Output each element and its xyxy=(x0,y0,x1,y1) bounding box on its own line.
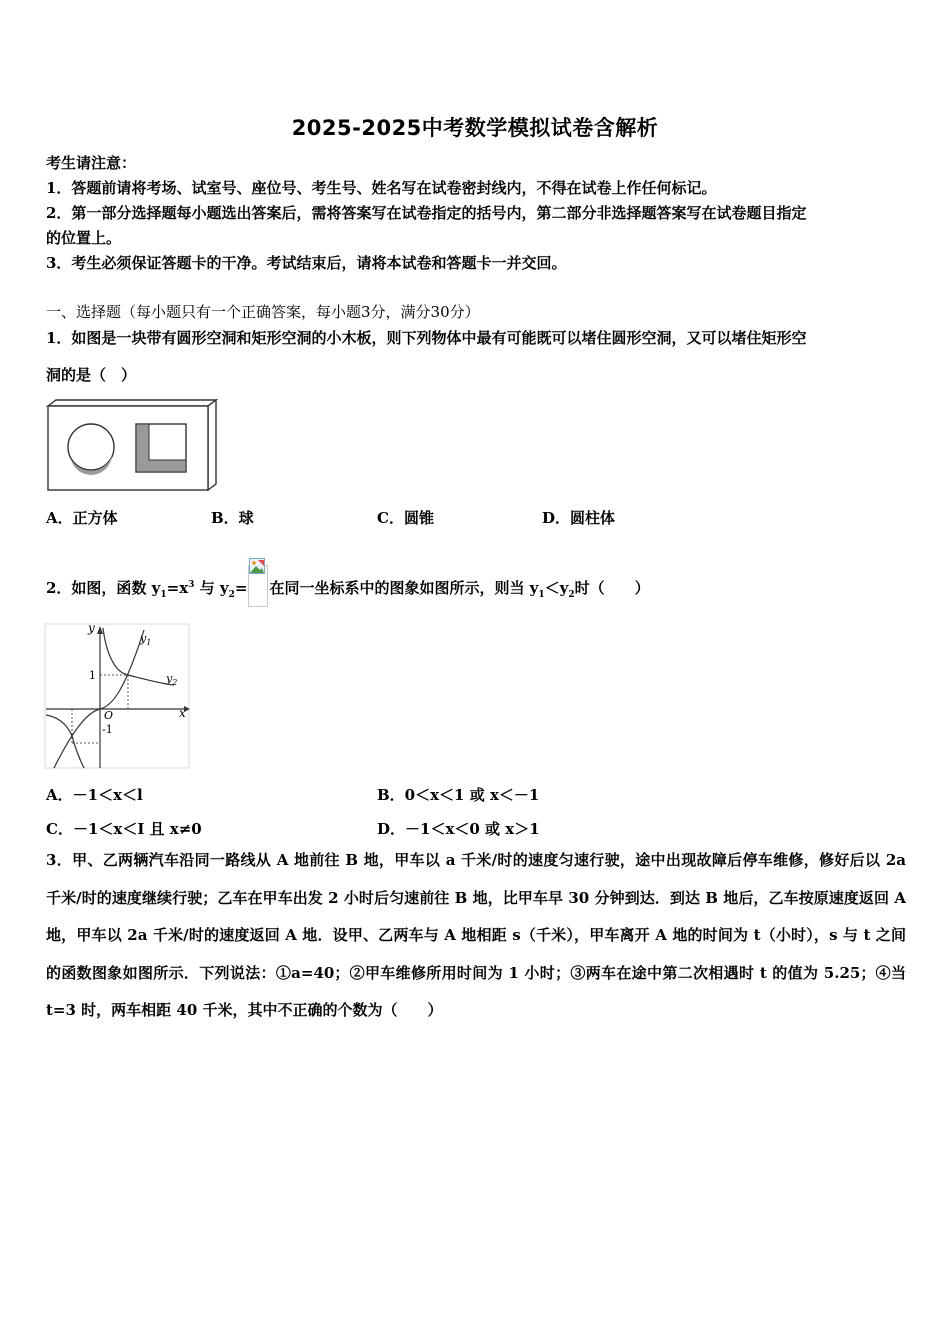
tick-label-neg1: -1 xyxy=(102,723,113,736)
q2-option-c[interactable]: C．－1＜x＜I 且 x≠0 xyxy=(46,820,202,838)
notice-item-1: 1．答题前请将考场、试室号、座位号、考生号、姓名写在试卷密封线内，不得在试卷上作任何标记。 xyxy=(46,179,717,197)
q1-option-b[interactable]: B．球 xyxy=(211,509,254,527)
board-side-face xyxy=(208,400,216,490)
broken-image-icon xyxy=(248,565,268,607)
curve-y1 xyxy=(54,630,144,768)
q1-option-d[interactable]: D．圆柱体 xyxy=(542,509,616,527)
notice-heading: 考生请注意： xyxy=(46,154,137,172)
curve-y2-right xyxy=(103,628,174,685)
q1-option-c[interactable]: C．圆锥 xyxy=(377,509,434,527)
q1-option-a[interactable]: A．正方体 xyxy=(46,509,118,527)
page-title: 2025-2025中考数学模拟试卷含解析 xyxy=(291,116,659,140)
tick-label-1: 1 xyxy=(89,669,96,682)
origin-label: O xyxy=(104,709,114,722)
q2-option-d[interactable]: D．－1＜x＜0 或 x＞1 xyxy=(377,820,540,838)
curve-y2-left xyxy=(46,715,84,768)
q1-text-line2: 洞的是（ ） xyxy=(46,366,137,384)
curve-y2-label: $y_2$ xyxy=(166,672,178,687)
section-heading: 一、选择题（每小题只有一个正确答案，每小题3分，满分30分） xyxy=(46,303,480,321)
board-with-holes-figure xyxy=(46,398,218,494)
q2-option-a[interactable]: A．－1＜x＜l xyxy=(46,786,143,804)
q3-text: 3．甲、乙两辆汽车沿同一路线从 A 地前往 B 地，甲车以 a 千米/时的速度匀速行驶，途中出现故障后停车维修，修好后以 2a 千米/时的速度继续行驶；乙车在甲车出发 2 小时后匀速前往 B 地，比甲车早 30 分钟到达．到达 B 地后，乙车按原速度返回 A 地，甲车以 2a 千米/时的速度返回 A 地．设甲、乙两车与 A 地相距 s（千米），甲车离开 A 地的时间为 t（小时），s 与 t 之间的函数图象如图所示．下列说法：①a=40；②甲车维修所用时间为 1 小时；③两车在途中第二次相遇时 t 的值为 5.25；④当 t=3 时，两车相距 40 千米，其中不正确的个数为（ ） xyxy=(46,851,906,1019)
y-axis-label: y xyxy=(88,622,95,635)
notice-item-2-cont: 的位置上。 xyxy=(46,229,122,247)
q1-text-line1: 1．如图是一块带有圆形空洞和矩形空洞的小木板，则下列物体中最有可能既可以堵住圆形空洞，又可以堵住矩形空 xyxy=(46,329,807,347)
notice-item-2: 2．第一部分选择题每小题选出答案后，需将答案写在试卷指定的括号内，第二部分非选择题答案写在试卷题目指定 xyxy=(46,204,807,222)
q2-option-b[interactable]: B．0＜x＜1 或 x＜－1 xyxy=(377,786,540,804)
board-top-face xyxy=(48,400,216,406)
x-axis-label: x xyxy=(179,706,186,720)
circle-hole xyxy=(68,424,114,470)
curve-y1-label: $y_1$ xyxy=(140,632,152,647)
function-graph-figure xyxy=(44,622,192,770)
notice-item-3: 3．考生必须保证答题卡的干净。考试结束后，请将本试卷和答题卡一并交回。 xyxy=(46,254,567,272)
q2-text: 2．如图，函数 $y_1=x^3$ 与 $y_2=$ 在同一坐标系中的图象如图所示，则当 $y_1<y_2$时（ ） xyxy=(46,565,650,607)
